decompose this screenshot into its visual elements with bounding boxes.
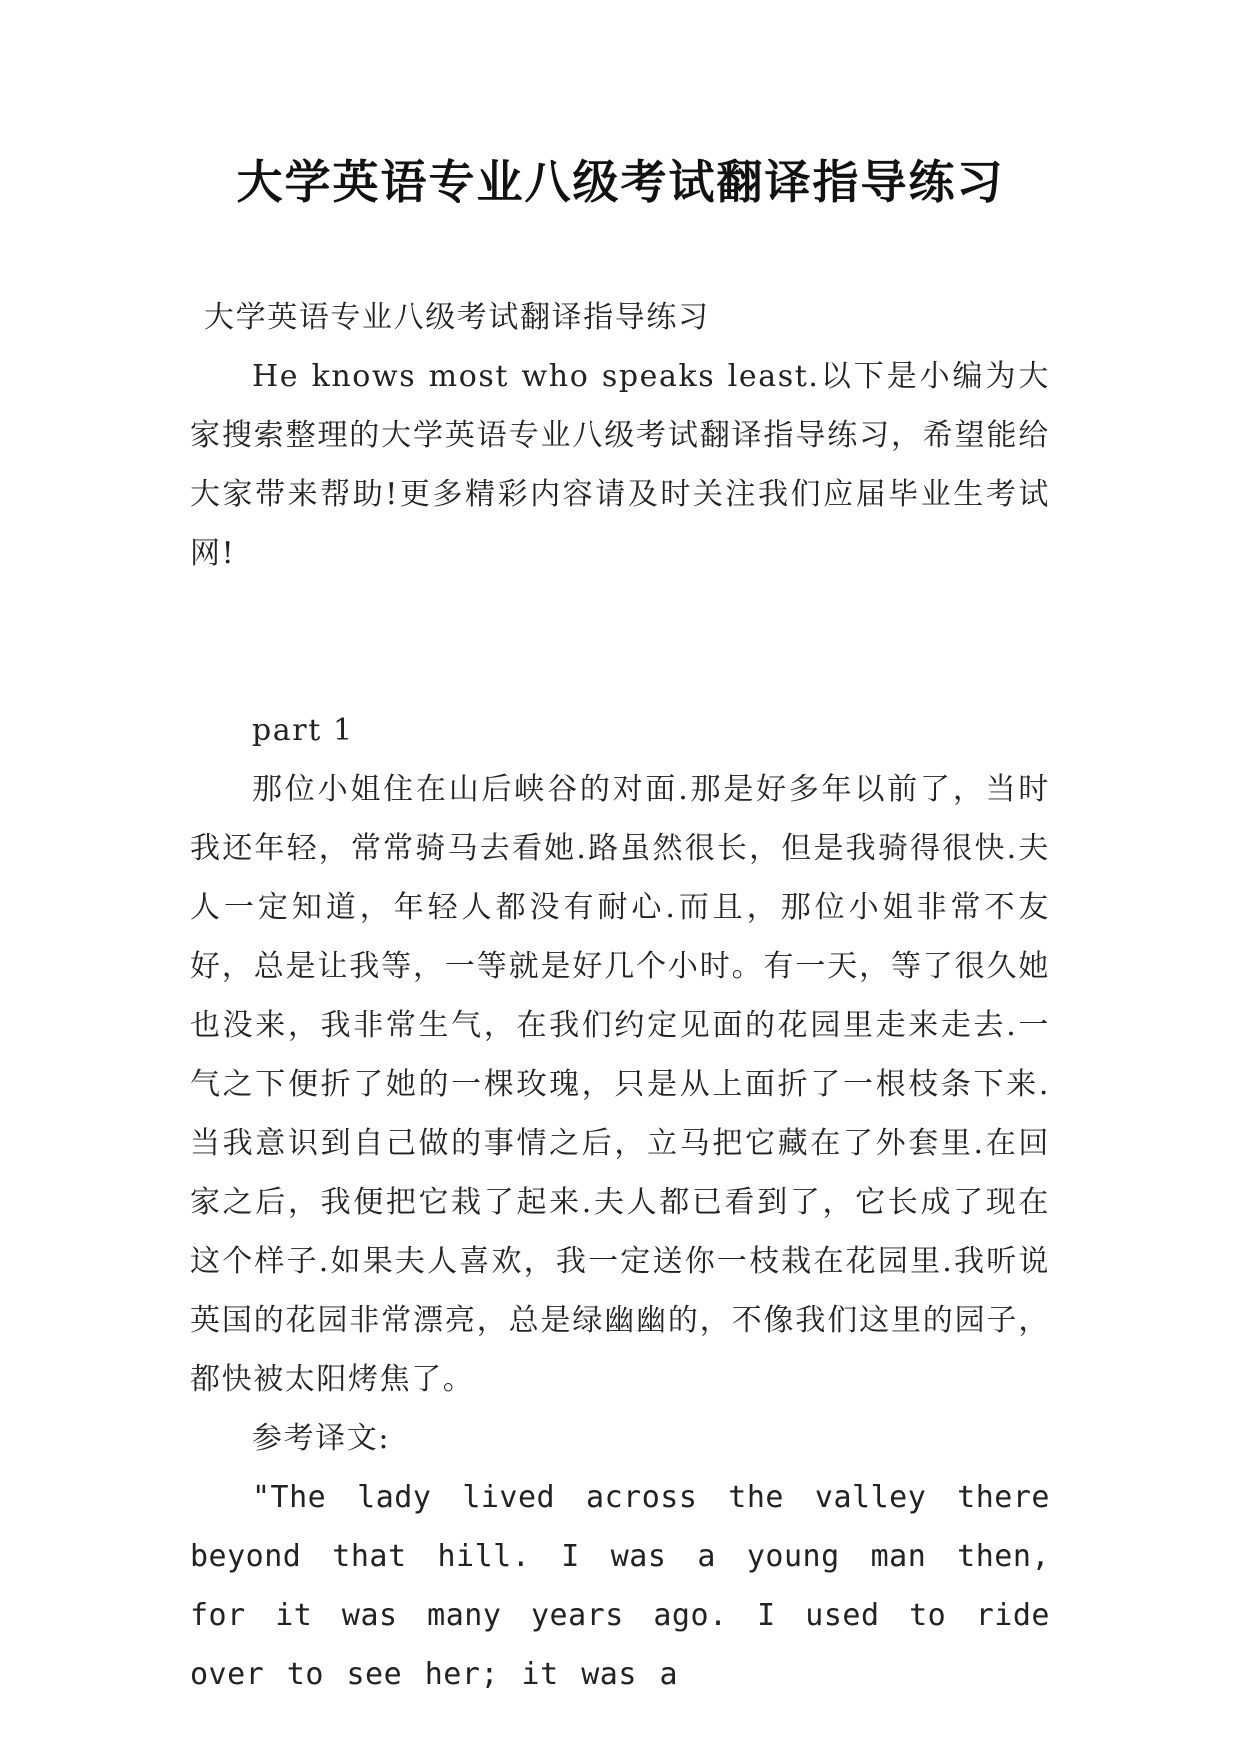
paragraph-gap <box>190 583 1050 701</box>
intro-paragraph: He knows most who speaks least.以下是小编为大家搜索整理的大学英语专业八级考试翻译指导练习，希望能给大家带来帮助!更多精彩内容请及时关注我们应届毕业生考试网! <box>190 359 1050 571</box>
part-label: part 1 <box>252 713 354 748</box>
document-title: 大学英语专业八级考试翻译指导练习 <box>236 155 1005 209</box>
reference-translation-label: 参考译文: <box>252 1421 391 1456</box>
chinese-passage: 那位小姐住在山后峡谷的对面.那是好多年以前了，当时我还年轻，常常骑马去看她.路虽然很长，但是我骑得很快.夫人一定知道，年轻人都没有耐心.而且，那位小姐非常不友好，总是让我等，一等就是好几个小时。有一天，等了很久她也没来，我非常生气，在我们约定见面的花园里走来走去.一气之下便折了她的一棵玫瑰，只是从上面折了一根枝条下来.当我意识到自己做的事情之后，立马把它藏在了外套里.在回家之后，我便把它栽了起来.夫人都已看到了，它长成了现在这个样子.如果夫人喜欢，我一定送你一枝栽在花园里.我听说英国的花园非常漂亮，总是绿幽幽的，不像我们这里的园子，都快被太阳烤焦了。 <box>190 772 1050 1397</box>
english-translation: "The lady lived across the valley there beyond that hill. I was a young man then, for it was many years ago. I used to ride over to see her; it was a <box>190 1480 1050 1692</box>
document-subtitle: 大学英语专业八级考试翻译指导练习 <box>204 300 710 335</box>
document-body <box>190 288 1050 1704</box>
